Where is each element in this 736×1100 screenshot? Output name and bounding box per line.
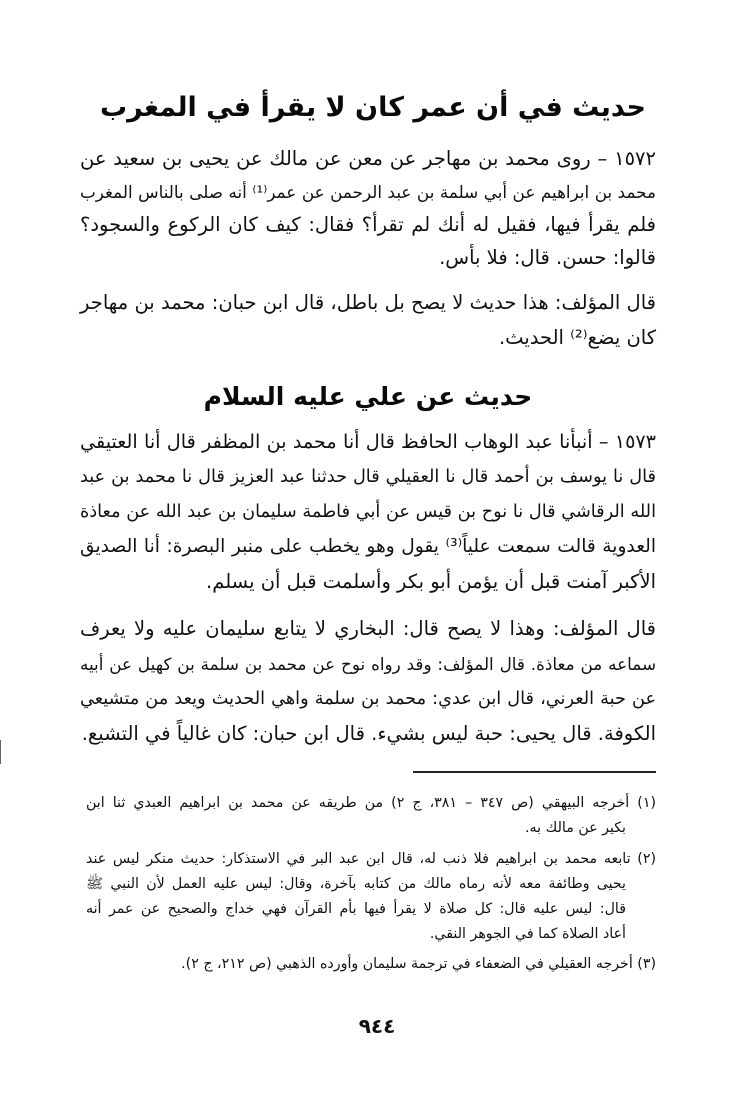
footnote-line: (٢) تابعه محمد بن ابراهيم فلا ذنب له، قال ابن عبد البر في الاستذكار: حديث منكر ليس عند xyxy=(86,851,656,867)
text-line: ١٥٧٢ – روى محمد بن مهاجر عن معن عن مالك عن يحيى بن سعيد عن xyxy=(80,147,656,170)
section-heading-2: حديث عن علي عليه السلام xyxy=(203,382,533,411)
text-line: العدوية قالت سمعت علياً⁽³⁾ يقول وهو يخطب على منبر البصرة: أنا الصديق xyxy=(80,536,656,557)
footnote-line: قال: ليس عليه قال: كل صلاة لا يقرأ فيها بأم القرآن فهي خداج والصحيح عن عمر أنه xyxy=(86,901,626,917)
text-line: قال المؤلف: هذا حديث لا يصح بل باطل، قال ابن حبان: محمد بن مهاجر xyxy=(80,291,656,314)
text-line: قال نا يوسف بن أحمد قال نا العقيلي قال حدثنا عبد العزيز قال نا محمد بن عبد xyxy=(80,467,656,487)
footnote-line: يحيى وطائفة معه لأنه رماه مالك من كتابه بآخرة، وقال: ليس عليه العمل لأن النبي ﷺ xyxy=(86,876,626,892)
footnote-line: أعاد الصلاة كما في الجوهر النقي. xyxy=(429,926,626,942)
text-line: عن حبة العرني، قال ابن عدي: محمد بن سلمة واهي الحديث ويعد من متشيعي xyxy=(80,689,656,709)
page-edge-mark xyxy=(0,740,1,764)
section-heading-1: حديث في أن عمر كان لا يقرأ في المغرب xyxy=(100,92,646,123)
footnote-line: (١) أخرجه البيهقي (ص ٣٤٧ – ٣٨١، ج ٢) من طريقه عن محمد بن ابراهيم العبدي ثنا ابن xyxy=(86,795,656,811)
page-number: ٩٤٤ xyxy=(358,1014,396,1038)
text-line: فلم يقرأ فيها، فقيل له أنك لم تقرأ؟ فقال: كيف كان الركوع والسجود؟ xyxy=(80,213,656,236)
footnote-line: بكير عن مالك به. xyxy=(525,820,626,836)
text-line: الكوفة. قال يحيى: حبة ليس بشيء. قال ابن حبان: كان غالياً في التشيع. xyxy=(81,722,656,745)
text-line: سماعه من معاذة. قال المؤلف: وقد رواه نوح عن محمد بن سلمة بن كهيل عن أبيه xyxy=(80,654,656,674)
text-line: ١٥٧٣ – أنبأنا عبد الوهاب الحافظ قال أنا محمد بن المظفر قال أنا العتيقي xyxy=(80,430,656,453)
footnote-separator xyxy=(413,771,656,773)
text-line: كان يضع⁽²⁾ الحديث. xyxy=(498,326,656,349)
text-line: محمد بن ابراهيم عن أبي سلمة بن عبد الرحمن عن عمر⁽¹⁾ أنه صلى بالناس المغرب xyxy=(80,182,656,202)
footnote-line: (٣) أخرجه العقيلي في الضعفاء في ترجمة سليمان وأورده الذهبي (ص ٢١٢، ج ٢). xyxy=(181,956,656,972)
text-line: الله الرقاشي قال نا نوح بن قيس عن أبي فاطمة سليمان بن عبد الله عن معاذة xyxy=(80,502,656,522)
text-line: الأكبر آمنت قبل أن يؤمن أبو بكر وأسلمت قبل أن يسلم. xyxy=(206,570,656,593)
text-line: قالوا: حسن. قال: فلا بأس. xyxy=(439,246,656,269)
text-line: قال المؤلف: وهذا لا يصح قال: البخاري لا يتابع سليمان عليه ولا يعرف xyxy=(80,617,656,640)
